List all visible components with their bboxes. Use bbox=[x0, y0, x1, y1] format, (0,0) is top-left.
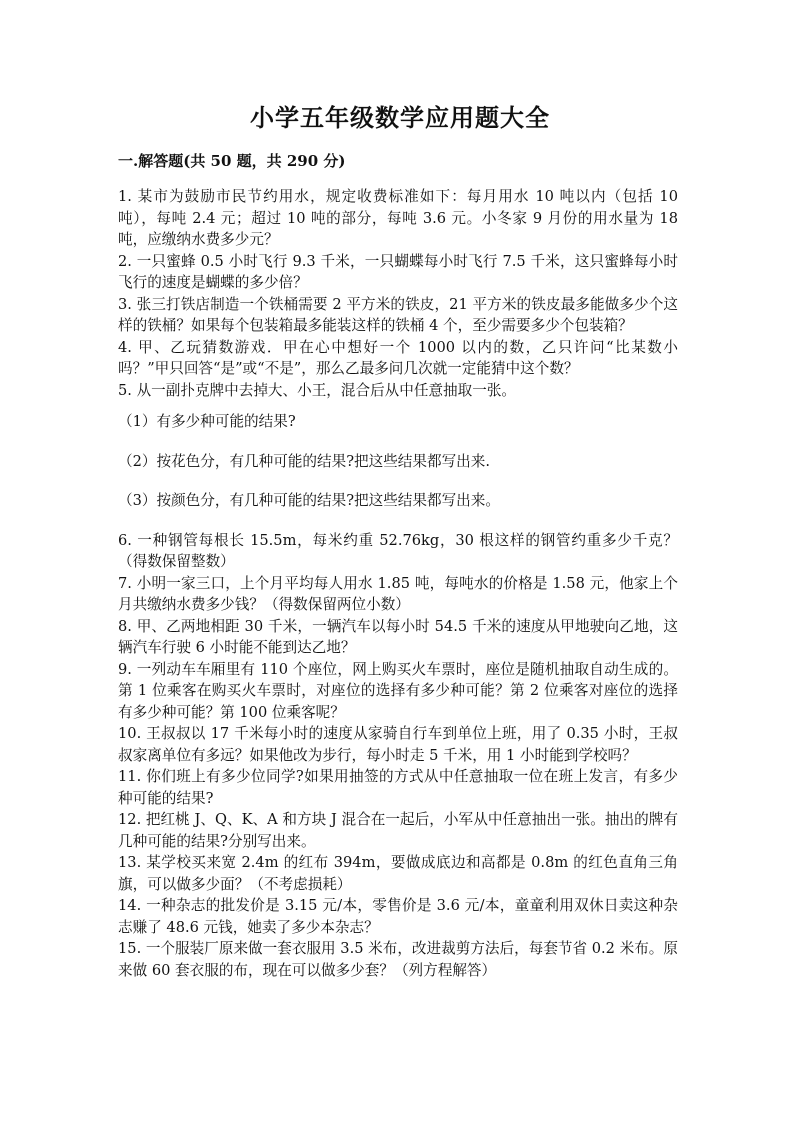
document-title: 小学五年级数学应用题大全 bbox=[250, 103, 550, 132]
question-12: 12. 把红桃 J、Q、K、A 和方块 J 混合在一起后，小军从中任意抽出一张。抽出的牌有几种可能的结果?分别写出来。 bbox=[118, 811, 678, 850]
question-6: 6. 一种钢管每根长 15.5m，每米约重 52.76kg，30 根这样的钢管约重多少千克？（得数保留整数） bbox=[118, 531, 678, 570]
question-3: 3. 张三打铁店制造一个铁桶需要 2 平方米的铁皮，21 平方米的铁皮最多能做多少个这样的铁桶？如果每个包装箱最多能装这样的铁桶 4 个，至少需要多少个包装箱？ bbox=[118, 295, 678, 334]
question-5: 5. 从一副扑克牌中去掉大、小王，混合后从中任意抽取一张。 bbox=[118, 381, 517, 399]
question-list bbox=[118, 186, 678, 981]
question-15: 15. 一个服装厂原来做一套衣服用 3.5 米布，改进裁剪方法后，每套节省 0.2 米布。原来做 60 套衣服的布，现在可以做多少套？（列方程解答） bbox=[118, 940, 678, 979]
question-14: 14. 一种杂志的批发价是 3.15 元/本，零售价是 3.6 元/本，童童利用双休日卖这种杂志赚了 48.6 元钱，她卖了多少本杂志？ bbox=[118, 897, 678, 936]
question-11: 11. 你们班上有多少位同学?如果用抽签的方式从中任意抽取一位在班上发言，有多少种可能的结果? bbox=[118, 768, 678, 807]
question-5-sub-2: （2）按花色分，有几种可能的结果?把这些结果都写出来. bbox=[118, 452, 491, 470]
question-7: 7. 小明一家三口，上个月平均每人用水 1.85 吨，每吨水的价格是 1.58 元，他家上个月共缴纳水费多少钱？（得数保留两位小数） bbox=[118, 574, 678, 613]
question-4: 4. 甲、乙玩猜数游戏．甲在心中想好一个 1000 以内的数，乙只许问“比某数小吗？”甲只回答“是”或“不是”，那么乙最多问几次就一定能猜中这个数？ bbox=[118, 338, 678, 377]
section-heading: 一.解答题(共 50 题，共 290 分) bbox=[118, 152, 346, 170]
question-10: 10. 王叔叔以 17 千米每小时的速度从家骑自行车到单位上班，用了 0.35 小时，王叔叔家离单位有多远？如果他改为步行，每小时走 5 千米，用 1 小时能到学校吗？ bbox=[118, 725, 678, 764]
question-5-sub-1: （1）有多少种可能的结果? bbox=[118, 413, 296, 430]
question-9: 9. 一列动车车厢里有 110 个座位，网上购买火车票时，座位是随机抽取自动生成的。第 1 位乘客在购买火车票时，对座位的选择有多少种可能？第 2 位乘客对座位的选择有多少种可能？第 100 位乘客呢？ bbox=[118, 660, 678, 721]
question-13: 13. 某学校买来宽 2.4m 的红布 394m，要做成底边和高都是 0.8m 的红色直角三角旗，可以做多少面？（不考虑损耗） bbox=[118, 854, 678, 893]
question-2: 2. 一只蜜蜂 0.5 小时飞行 9.3 千米，一只蝴蝶每小时飞行 7.5 千米，这只蜜蜂每小时飞行的速度是蝴蝶的多少倍？ bbox=[118, 252, 678, 291]
question-8: 8. 甲、乙两地相距 30 千米，一辆汽车以每小时 54.5 千米的速度从甲地驶向乙地，这辆汽车行驶 6 小时能不能到达乙地？ bbox=[118, 617, 678, 656]
question-1: 1. 某市为鼓励市民节约用水，规定收费标准如下：每月用水 10 吨以内（包括 10 吨），每吨 2.4 元；超过 10 吨的部分，每吨 3.6 元。小冬家 9 月份的用水量为 18 吨，应缴纳水费多少元？ bbox=[118, 188, 678, 248]
question-5-sub-3: （3）按颜色分，有几种可能的结果?把这些结果都写出来。 bbox=[118, 492, 500, 509]
